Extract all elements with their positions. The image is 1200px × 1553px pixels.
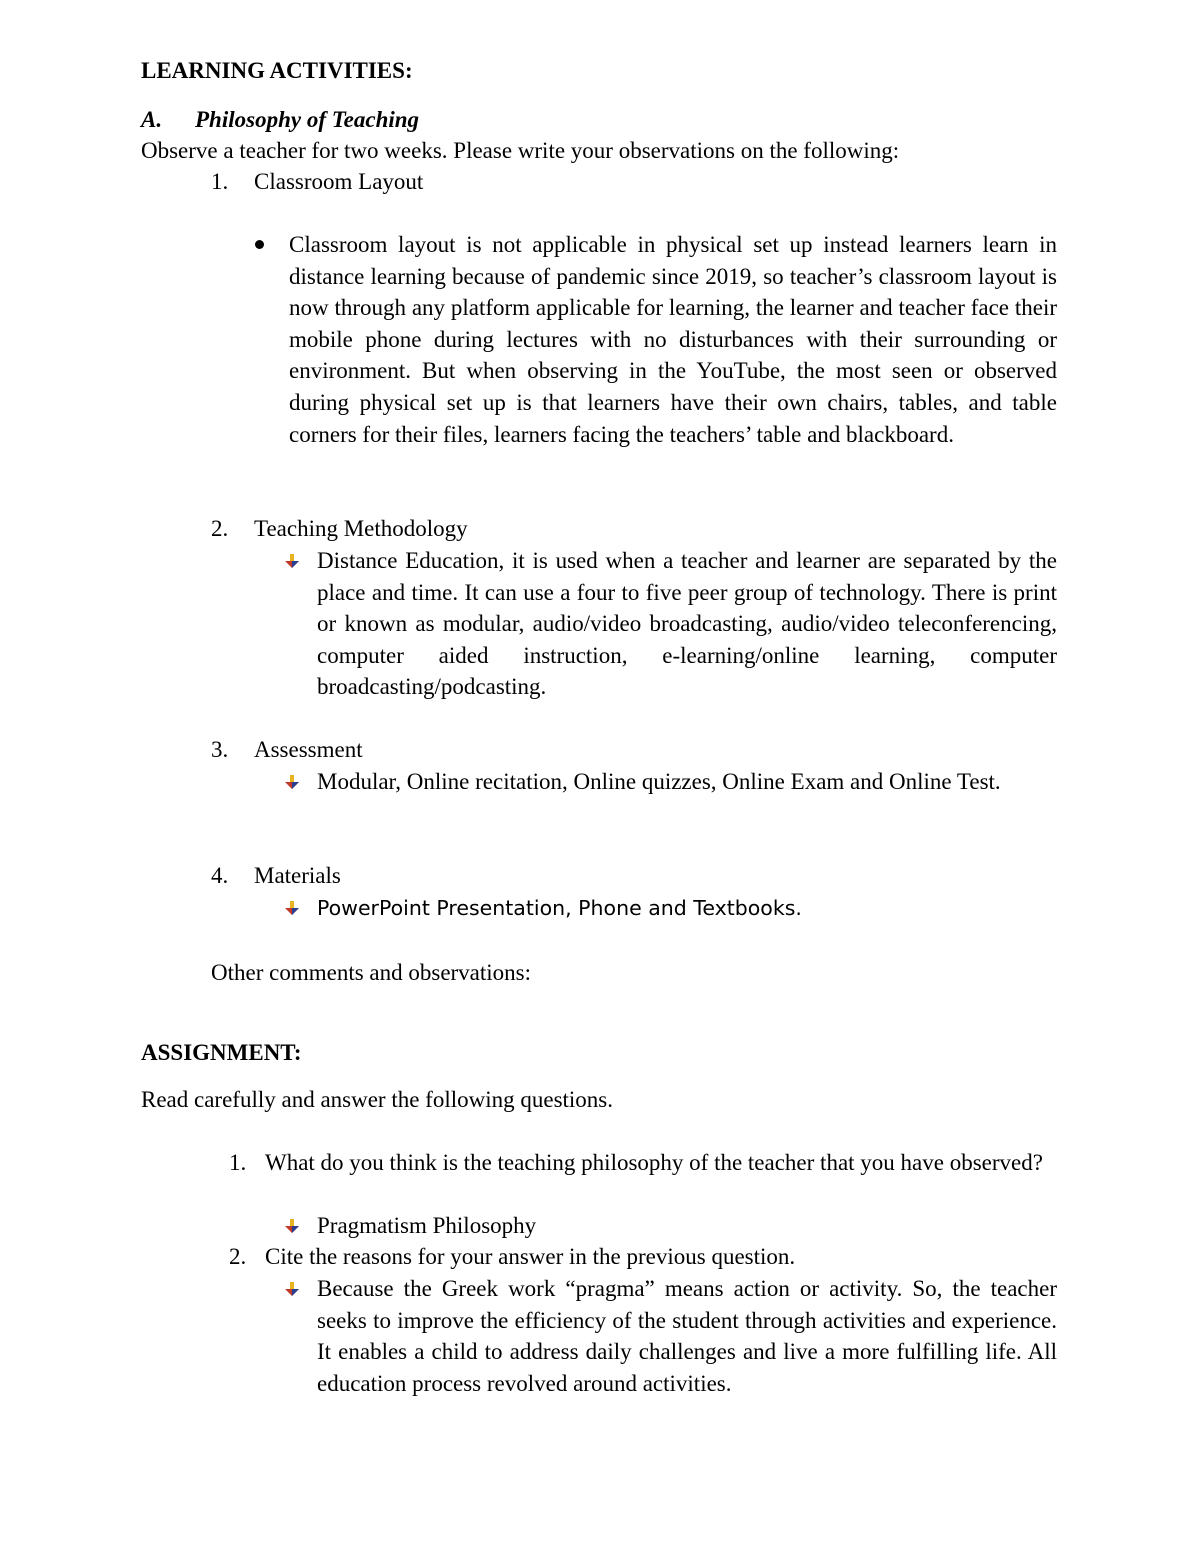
item-number-2: 2. <box>211 516 229 541</box>
question-number-1: 1. <box>229 1150 247 1175</box>
teaching-methodology-observation: Distance Education, it is used when a teacher and learner are separated by the place and time. It can use a four to five peer group of technology. There is print or known as modular, audio/video broadcasting, audio/video teleconferencing, computer aided instruction, e-learning/online learning, computer broadcasting/podcasting. <box>317 548 1057 700</box>
item-title-classroom-layout: Classroom Layout <box>254 169 424 194</box>
learning-activities-heading: LEARNING ACTIVITIES: <box>141 58 413 83</box>
learning-instruction: Observe a teacher for two weeks. Please write your observations on the following: <box>141 138 900 163</box>
down-arrow-bullet-icon <box>284 774 300 790</box>
down-arrow-bullet-icon <box>284 1218 300 1234</box>
question-text-2: Cite the reasons for your answer in the previous question. <box>265 1244 796 1269</box>
down-arrow-bullet-icon <box>284 553 300 569</box>
item-number-1: 1. <box>211 169 229 194</box>
classroom-layout-observation: Classroom layout is not applicable in physical set up instead learners learn in distance learning because of pandemic since 2019, so teacher’s classroom layout is now through any platform applicable for learning, the learner and teacher face their mobile phone during lectures with no disturbances with their surrounding or environment. But when observing in the YouTube, the most seen or observed during physical set up is that learners have their own chairs, tables, and table corners for their files, learners facing the teachers’ table and blackboard. <box>289 232 1057 447</box>
item-title-teaching-methodology: Teaching Methodology <box>254 516 468 541</box>
question-text-1: What do you think is the teaching philosophy of the teacher that you have observed? <box>265 1150 1043 1175</box>
section-letter: A. <box>141 107 163 132</box>
assignment-heading: ASSIGNMENT: <box>141 1040 302 1065</box>
bullet-dot-icon <box>255 240 264 249</box>
item-title-assessment: Assessment <box>254 737 363 762</box>
item-title-materials: Materials <box>254 863 341 888</box>
materials-observation: PowerPoint Presentation, Phone and Textbooks. <box>317 896 802 920</box>
assignment-instruction: Read carefully and answer the following questions. <box>141 1087 614 1112</box>
down-arrow-bullet-icon <box>284 1281 300 1297</box>
question-number-2: 2. <box>229 1244 247 1269</box>
other-comments-label: Other comments and observations: <box>211 960 532 985</box>
assessment-observation: Modular, Online recitation, Online quizzes, Online Exam and Online Test. <box>317 769 1001 794</box>
item-number-3: 3. <box>211 737 229 762</box>
answer-text-1: Pragmatism Philosophy <box>317 1213 537 1238</box>
answer-text-2: Because the Greek work “pragma” means action or activity. So, the teacher seeks to improve the efficiency of the student through activities and experience. It enables a child to address daily challenges and live a more fulfilling life. All education process revolved around activities. <box>317 1276 1057 1396</box>
down-arrow-bullet-icon <box>284 900 300 916</box>
item-number-4: 4. <box>211 863 229 888</box>
section-title: Philosophy of Teaching <box>195 107 420 132</box>
